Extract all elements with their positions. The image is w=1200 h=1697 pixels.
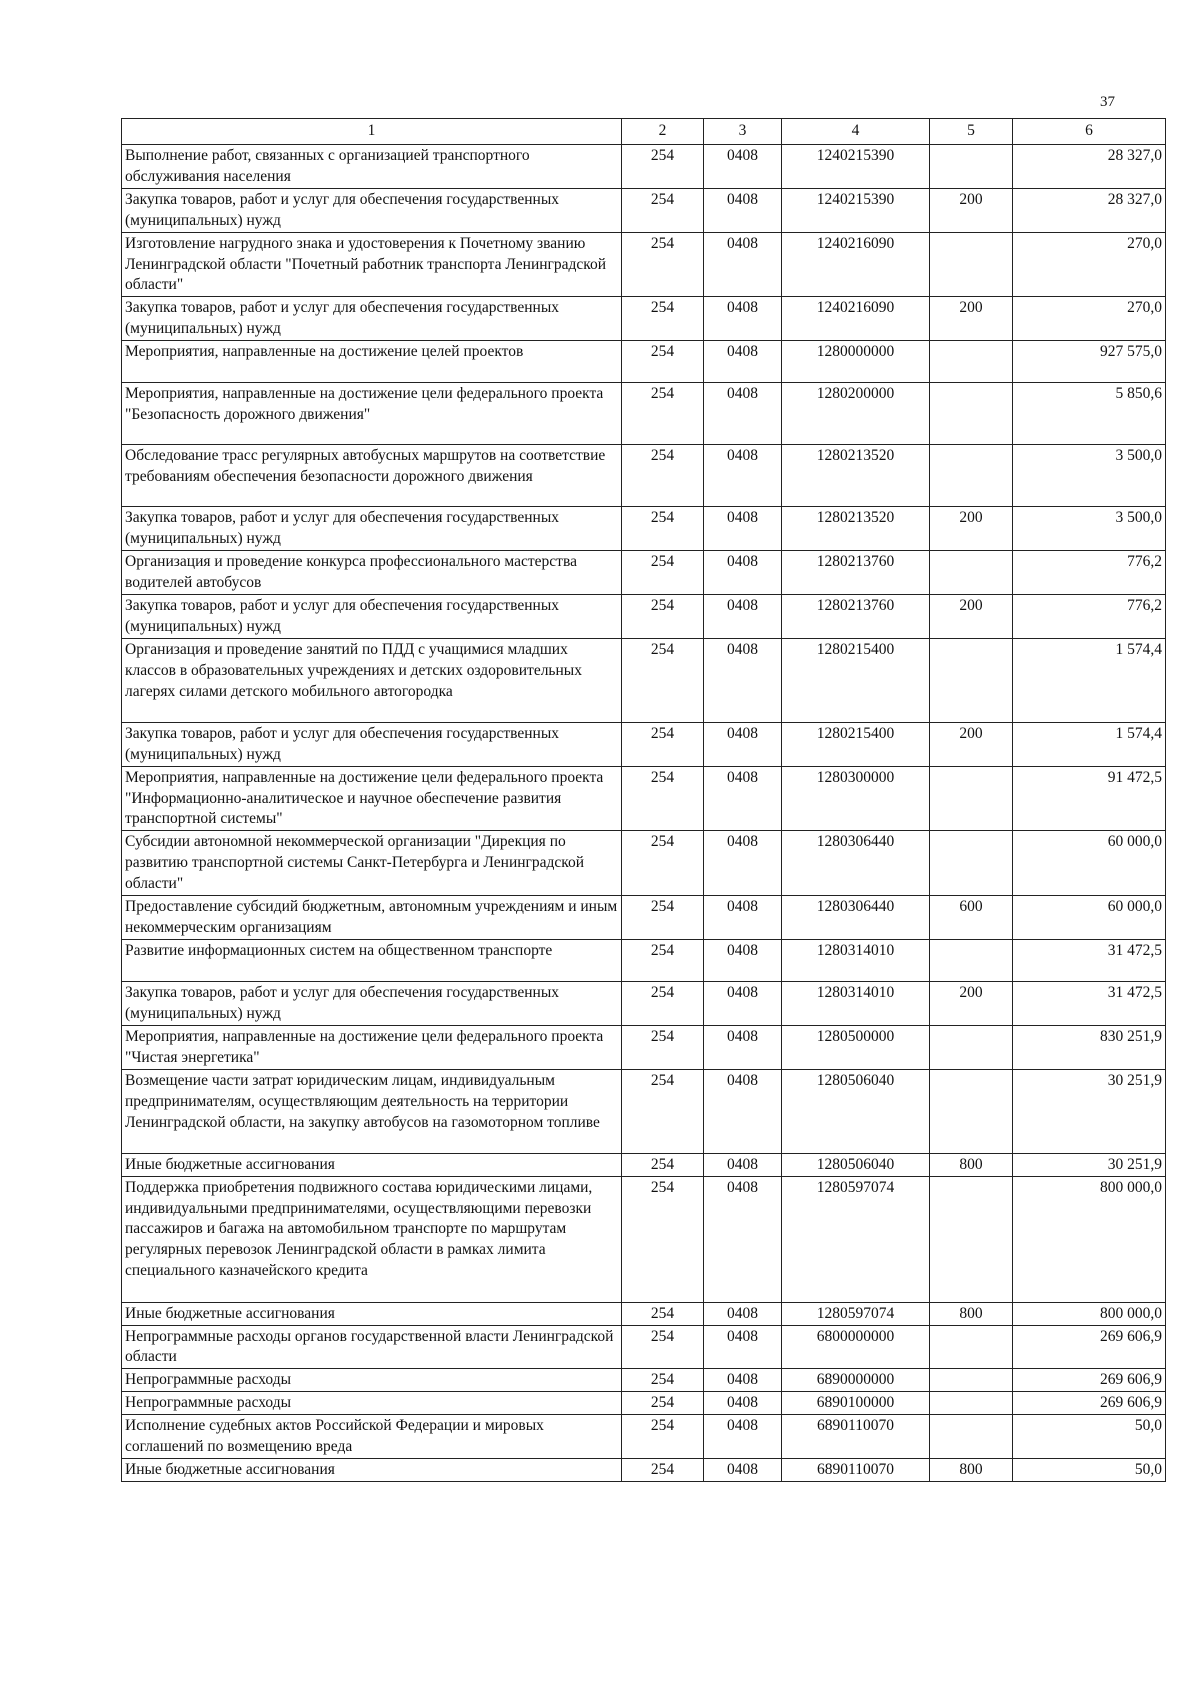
row-name-cell: Закупка товаров, работ и услуг для обеспечения государственных (муниципальных) нужд: [122, 507, 622, 551]
row-article-cell: 1280597074: [782, 1302, 930, 1325]
table-row: [122, 232, 1166, 297]
row-kind-cell: [930, 144, 1013, 188]
row-article-cell: 1240216090: [782, 297, 930, 341]
row-section-cell: 0408: [704, 1302, 782, 1325]
row-code-cell: 254: [622, 1069, 704, 1153]
budget-table: [121, 118, 1166, 1482]
row-section-cell: 0408: [704, 551, 782, 595]
row-code-cell: 254: [622, 551, 704, 595]
row-sum-cell: 270,0: [1013, 297, 1166, 341]
table-row: [122, 1153, 1166, 1176]
row-article-cell: 1280000000: [782, 341, 930, 383]
row-name-cell: Выполнение работ, связанных с организацией транспортного обслуживания населения: [122, 144, 622, 188]
row-section-cell: 0408: [704, 722, 782, 766]
row-code-cell: 254: [622, 1302, 704, 1325]
row-kind-cell: [930, 1025, 1013, 1069]
column-header: 5: [930, 119, 1013, 145]
row-sum-cell: 28 327,0: [1013, 144, 1166, 188]
row-code-cell: 254: [622, 638, 704, 722]
row-article-cell: 1280215400: [782, 722, 930, 766]
table-row: [122, 1302, 1166, 1325]
row-sum-cell: 800 000,0: [1013, 1176, 1166, 1302]
table-row: [122, 594, 1166, 638]
row-kind-cell: [930, 1176, 1013, 1302]
column-header: 4: [782, 119, 930, 145]
row-kind-cell: 200: [930, 297, 1013, 341]
row-section-cell: 0408: [704, 896, 782, 940]
table-row: [122, 1025, 1166, 1069]
row-kind-cell: [930, 445, 1013, 507]
row-section-cell: 0408: [704, 831, 782, 896]
row-section-cell: 0408: [704, 297, 782, 341]
row-name-cell: Мероприятия, направленные на достижение цели федерального проекта "Безопасность дорожного движения": [122, 383, 622, 445]
row-sum-cell: 28 327,0: [1013, 188, 1166, 232]
table-row: [122, 896, 1166, 940]
table-row: [122, 383, 1166, 445]
row-code-cell: 254: [622, 297, 704, 341]
row-code-cell: 254: [622, 766, 704, 831]
row-sum-cell: 269 606,9: [1013, 1369, 1166, 1392]
row-sum-cell: 830 251,9: [1013, 1025, 1166, 1069]
row-section-cell: 0408: [704, 1025, 782, 1069]
row-kind-cell: 200: [930, 507, 1013, 551]
table-row: [122, 722, 1166, 766]
row-code-cell: 254: [622, 896, 704, 940]
row-kind-cell: 800: [930, 1153, 1013, 1176]
row-code-cell: 254: [622, 1325, 704, 1369]
row-sum-cell: 60 000,0: [1013, 831, 1166, 896]
table-row: [122, 1459, 1166, 1482]
row-article-cell: 1280300000: [782, 766, 930, 831]
row-article-cell: 6890000000: [782, 1369, 930, 1392]
row-code-cell: 254: [622, 188, 704, 232]
row-section-cell: 0408: [704, 188, 782, 232]
row-section-cell: 0408: [704, 507, 782, 551]
row-sum-cell: 3 500,0: [1013, 507, 1166, 551]
row-name-cell: Поддержка приобретения подвижного состава юридическими лицами, индивидуальными предпринимателями, осуществляющими перевозки пассажиров и багажа на автомобильном транспорте по маршрутам регулярных перевозок Ленинградской области в рамках лимита специального казначейского кредита: [122, 1176, 622, 1302]
row-article-cell: 1280314010: [782, 981, 930, 1025]
row-code-cell: 254: [622, 1459, 704, 1482]
row-article-cell: 1280306440: [782, 831, 930, 896]
row-name-cell: Возмещение части затрат юридическим лицам, индивидуальным предпринимателям, осуществляющим деятельность на территории Ленинградской области, на закупку автобусов на газомоторном топливе: [122, 1069, 622, 1153]
row-name-cell: Организация и проведение конкурса профессионального мастерства водителей автобусов: [122, 551, 622, 595]
row-code-cell: 254: [622, 1176, 704, 1302]
row-section-cell: 0408: [704, 638, 782, 722]
row-name-cell: Субсидии автономной некоммерческой организации "Дирекция по развитию транспортной системы Санкт-Петербурга и Ленинградской области": [122, 831, 622, 896]
table-row: [122, 1325, 1166, 1369]
row-article-cell: 1280213520: [782, 445, 930, 507]
row-name-cell: Иные бюджетные ассигнования: [122, 1153, 622, 1176]
row-section-cell: 0408: [704, 1176, 782, 1302]
row-code-cell: 254: [622, 722, 704, 766]
row-article-cell: 6890110070: [782, 1459, 930, 1482]
row-kind-cell: 200: [930, 188, 1013, 232]
table-row: [122, 1069, 1166, 1153]
row-name-cell: Предоставление субсидий бюджетным, автономным учреждениям и иным некоммерческим организациям: [122, 896, 622, 940]
column-header: 2: [622, 119, 704, 145]
row-code-cell: 254: [622, 507, 704, 551]
row-article-cell: 6890110070: [782, 1415, 930, 1459]
row-sum-cell: 270,0: [1013, 232, 1166, 297]
column-header: 6: [1013, 119, 1166, 145]
row-kind-cell: [930, 232, 1013, 297]
row-kind-cell: 200: [930, 722, 1013, 766]
column-header: 1: [122, 119, 622, 145]
table-row: [122, 445, 1166, 507]
table-row: [122, 144, 1166, 188]
row-article-cell: 1280306440: [782, 896, 930, 940]
row-kind-cell: 200: [930, 981, 1013, 1025]
row-section-cell: 0408: [704, 766, 782, 831]
row-article-cell: 1280500000: [782, 1025, 930, 1069]
row-code-cell: 254: [622, 831, 704, 896]
row-name-cell: Закупка товаров, работ и услуг для обеспечения государственных (муниципальных) нужд: [122, 297, 622, 341]
row-kind-cell: 800: [930, 1459, 1013, 1482]
row-kind-cell: [930, 383, 1013, 445]
row-sum-cell: 31 472,5: [1013, 981, 1166, 1025]
row-name-cell: Развитие информационных систем на общественном транспорте: [122, 939, 622, 981]
row-kind-cell: 600: [930, 896, 1013, 940]
table-row: [122, 1392, 1166, 1415]
row-code-cell: 254: [622, 594, 704, 638]
page-number: 37: [1100, 94, 1115, 110]
row-code-cell: 254: [622, 939, 704, 981]
row-sum-cell: 269 606,9: [1013, 1325, 1166, 1369]
row-name-cell: Мероприятия, направленные на достижение целей проектов: [122, 341, 622, 383]
table-row: [122, 551, 1166, 595]
row-section-cell: 0408: [704, 1392, 782, 1415]
row-section-cell: 0408: [704, 341, 782, 383]
row-name-cell: Иные бюджетные ассигнования: [122, 1302, 622, 1325]
row-sum-cell: 31 472,5: [1013, 939, 1166, 981]
row-sum-cell: 1 574,4: [1013, 722, 1166, 766]
row-article-cell: 1280213760: [782, 594, 930, 638]
row-name-cell: Закупка товаров, работ и услуг для обеспечения государственных (муниципальных) нужд: [122, 594, 622, 638]
row-sum-cell: 927 575,0: [1013, 341, 1166, 383]
row-name-cell: Закупка товаров, работ и услуг для обеспечения государственных (муниципальных) нужд: [122, 722, 622, 766]
row-code-cell: 254: [622, 1153, 704, 1176]
row-name-cell: Исполнение судебных актов Российской Федерации и мировых соглашений по возмещению вреда: [122, 1415, 622, 1459]
row-sum-cell: 50,0: [1013, 1459, 1166, 1482]
table-row: [122, 507, 1166, 551]
row-sum-cell: 800 000,0: [1013, 1302, 1166, 1325]
table-row: [122, 1415, 1166, 1459]
table-row: [122, 341, 1166, 383]
table-row: [122, 1369, 1166, 1392]
row-article-cell: 1280597074: [782, 1176, 930, 1302]
row-code-cell: 254: [622, 1415, 704, 1459]
row-kind-cell: [930, 831, 1013, 896]
row-kind-cell: [930, 341, 1013, 383]
row-article-cell: 1280506040: [782, 1069, 930, 1153]
row-name-cell: Иные бюджетные ассигнования: [122, 1459, 622, 1482]
row-name-cell: Мероприятия, направленные на достижение цели федерального проекта "Чистая энергетика": [122, 1025, 622, 1069]
row-sum-cell: 776,2: [1013, 594, 1166, 638]
row-kind-cell: [930, 1415, 1013, 1459]
row-sum-cell: 91 472,5: [1013, 766, 1166, 831]
row-section-cell: 0408: [704, 1153, 782, 1176]
row-sum-cell: 269 606,9: [1013, 1392, 1166, 1415]
row-kind-cell: [930, 766, 1013, 831]
row-sum-cell: 30 251,9: [1013, 1153, 1166, 1176]
row-name-cell: Изготовление нагрудного знака и удостоверения к Почетному званию Ленинградской области "Почетный работник транспорта Ленинградской области": [122, 232, 622, 297]
row-article-cell: 1280314010: [782, 939, 930, 981]
table-row: [122, 831, 1166, 896]
row-kind-cell: [930, 1325, 1013, 1369]
row-section-cell: 0408: [704, 232, 782, 297]
row-sum-cell: 776,2: [1013, 551, 1166, 595]
row-sum-cell: 3 500,0: [1013, 445, 1166, 507]
row-kind-cell: 800: [930, 1302, 1013, 1325]
row-kind-cell: [930, 638, 1013, 722]
row-sum-cell: 1 574,4: [1013, 638, 1166, 722]
row-article-cell: 1280215400: [782, 638, 930, 722]
row-code-cell: 254: [622, 445, 704, 507]
row-name-cell: Организация и проведение занятий по ПДД с учащимися младших классов в образовательных учреждениях и детских оздоровительных лагерях силами детского мобильного автогородка: [122, 638, 622, 722]
row-code-cell: 254: [622, 383, 704, 445]
row-name-cell: Непрограммные расходы органов государственной власти Ленинградской области: [122, 1325, 622, 1369]
row-code-cell: 254: [622, 144, 704, 188]
row-section-cell: 0408: [704, 1069, 782, 1153]
row-code-cell: 254: [622, 1025, 704, 1069]
row-section-cell: 0408: [704, 383, 782, 445]
row-code-cell: 254: [622, 232, 704, 297]
table-row: [122, 981, 1166, 1025]
row-name-cell: Мероприятия, направленные на достижение цели федерального проекта "Информационно-аналитическое и научное обеспечение развития транспортной системы": [122, 766, 622, 831]
table-row: [122, 766, 1166, 831]
row-code-cell: 254: [622, 341, 704, 383]
row-section-cell: 0408: [704, 445, 782, 507]
header-row: [122, 119, 1166, 145]
row-section-cell: 0408: [704, 1415, 782, 1459]
row-section-cell: 0408: [704, 1369, 782, 1392]
row-sum-cell: 5 850,6: [1013, 383, 1166, 445]
row-article-cell: 1280213760: [782, 551, 930, 595]
table-body: [122, 144, 1166, 1481]
row-sum-cell: 30 251,9: [1013, 1069, 1166, 1153]
row-article-cell: 1280213520: [782, 507, 930, 551]
row-kind-cell: [930, 939, 1013, 981]
row-article-cell: 1240216090: [782, 232, 930, 297]
row-sum-cell: 50,0: [1013, 1415, 1166, 1459]
row-section-cell: 0408: [704, 1459, 782, 1482]
row-section-cell: 0408: [704, 981, 782, 1025]
row-article-cell: 1280506040: [782, 1153, 930, 1176]
row-code-cell: 254: [622, 1369, 704, 1392]
row-name-cell: Обследование трасс регулярных автобусных маршрутов на соответствие требованиям обеспечения безопасности дорожного движения: [122, 445, 622, 507]
row-section-cell: 0408: [704, 594, 782, 638]
row-article-cell: 1240215390: [782, 144, 930, 188]
table-row: [122, 1176, 1166, 1302]
row-sum-cell: 60 000,0: [1013, 896, 1166, 940]
row-kind-cell: 200: [930, 594, 1013, 638]
row-name-cell: Закупка товаров, работ и услуг для обеспечения государственных (муниципальных) нужд: [122, 981, 622, 1025]
row-section-cell: 0408: [704, 939, 782, 981]
table-row: [122, 939, 1166, 981]
row-name-cell: Непрограммные расходы: [122, 1369, 622, 1392]
row-kind-cell: [930, 1069, 1013, 1153]
row-kind-cell: [930, 1392, 1013, 1415]
row-section-cell: 0408: [704, 144, 782, 188]
row-article-cell: 1240215390: [782, 188, 930, 232]
table-row: [122, 188, 1166, 232]
column-header: 3: [704, 119, 782, 145]
table-row: [122, 297, 1166, 341]
row-code-cell: 254: [622, 981, 704, 1025]
row-section-cell: 0408: [704, 1325, 782, 1369]
row-article-cell: 6800000000: [782, 1325, 930, 1369]
row-kind-cell: [930, 551, 1013, 595]
row-kind-cell: [930, 1369, 1013, 1392]
row-name-cell: Закупка товаров, работ и услуг для обеспечения государственных (муниципальных) нужд: [122, 188, 622, 232]
table-row: [122, 638, 1166, 722]
row-name-cell: Непрограммные расходы: [122, 1392, 622, 1415]
row-code-cell: 254: [622, 1392, 704, 1415]
row-article-cell: 6890100000: [782, 1392, 930, 1415]
row-article-cell: 1280200000: [782, 383, 930, 445]
